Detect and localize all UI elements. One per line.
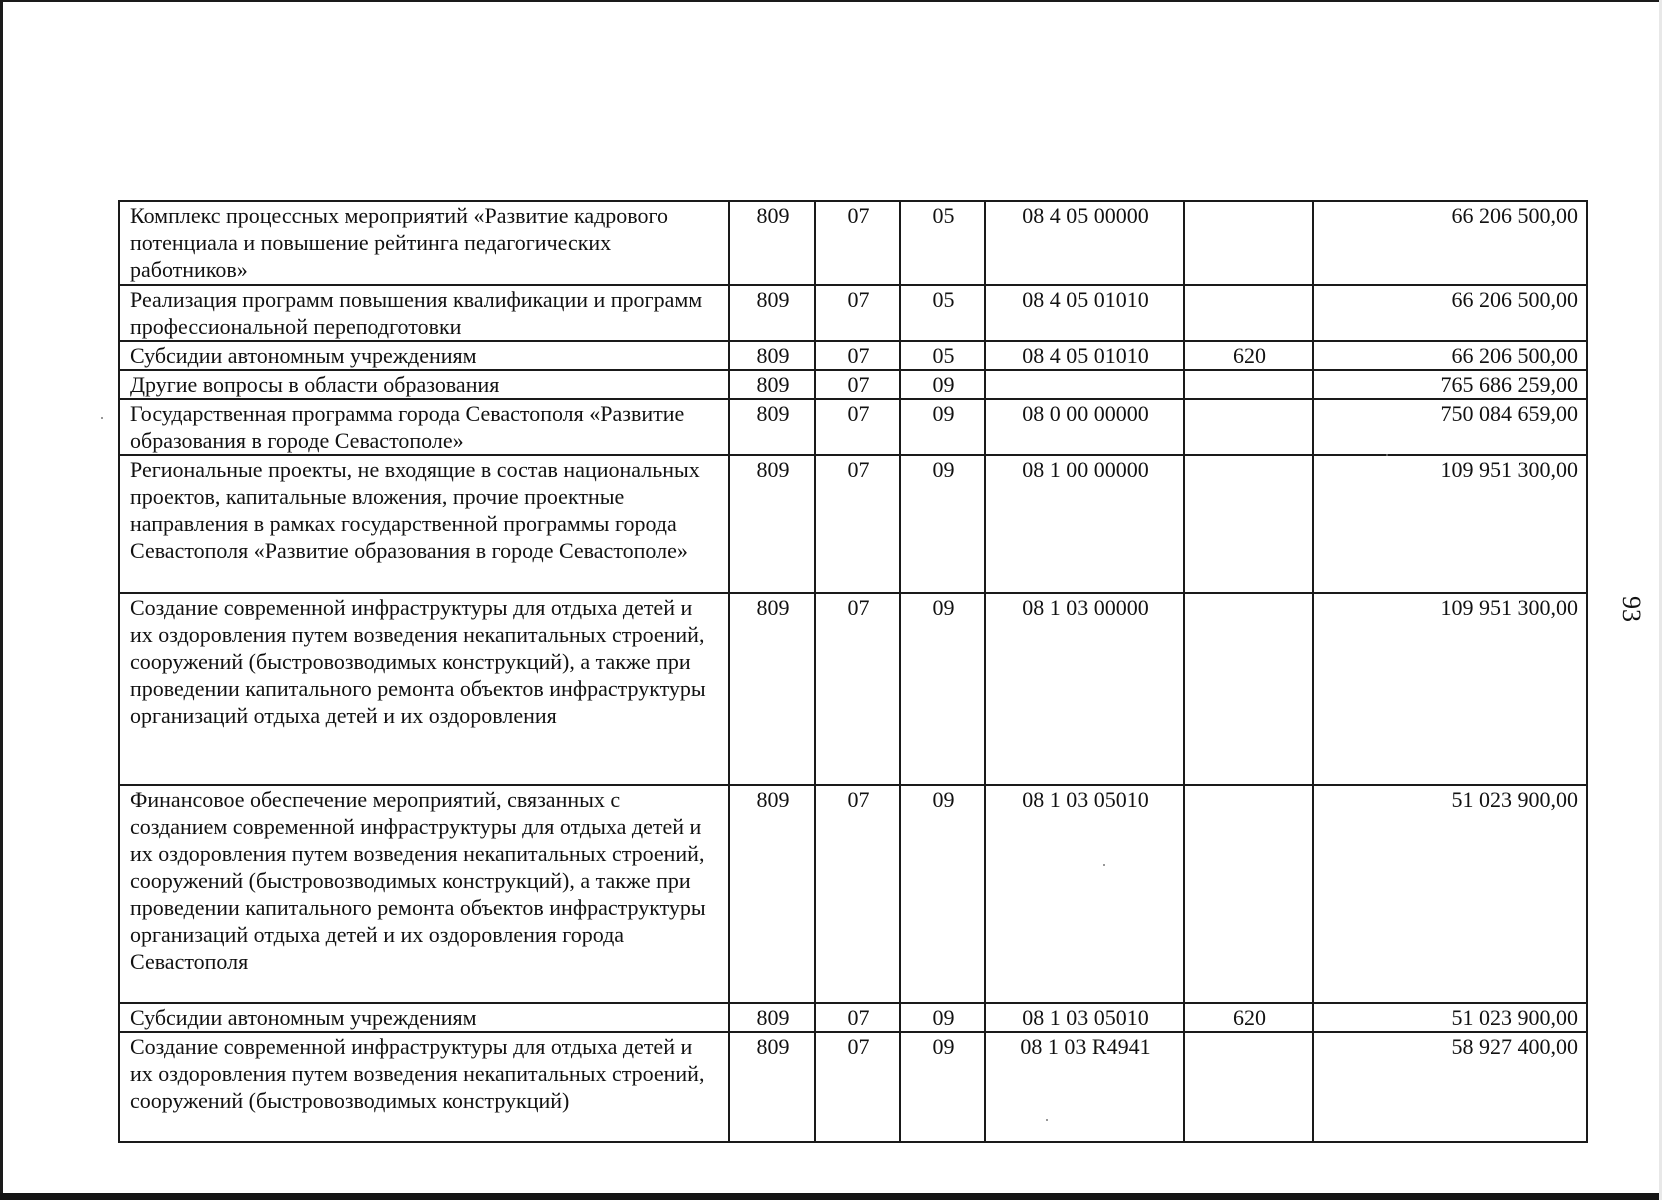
row-section-code: 07: [815, 1003, 900, 1032]
row-ved-code: 809: [729, 399, 815, 455]
row-subsection-code: 05: [900, 285, 985, 341]
row-name: Государственная программа города Севастополя «Развитие образования в городе Севастополе»: [119, 399, 729, 455]
row-target-article: 08 1 03 05010: [985, 1003, 1184, 1032]
row-amount: 66 206 500,00: [1313, 201, 1587, 285]
row-name: Создание современной инфраструктуры для отдыха детей и их оздоровления путем возведения некапитальных строений, сооружений (быстровозводимых конструкций), а также при проведении капитального ремонта объектов инфраструктуры организаций отдыха детей и их оздоровления: [119, 593, 729, 785]
row-target-article: 08 4 05 01010: [985, 285, 1184, 341]
row-section-code: 07: [815, 785, 900, 1003]
row-target-article: [985, 370, 1184, 399]
row-target-article: 08 1 00 00000: [985, 455, 1184, 593]
table-row: [119, 341, 1587, 370]
row-section-code: 07: [815, 201, 900, 285]
row-subsection-code: 05: [900, 201, 985, 285]
row-subsection-code: 09: [900, 455, 985, 593]
row-section-code: 07: [815, 370, 900, 399]
row-subsection-code: 09: [900, 785, 985, 1003]
scan-border-top: [0, 0, 1662, 2]
table-row: [119, 785, 1587, 1003]
scan-speck: [1046, 1119, 1048, 1121]
row-section-code: 07: [815, 399, 900, 455]
row-ved-code: 809: [729, 201, 815, 285]
row-target-article: 08 1 03 05010: [985, 785, 1184, 1003]
row-ved-code: 809: [729, 341, 815, 370]
row-section-code: 07: [815, 455, 900, 593]
table-row: [119, 1032, 1587, 1142]
row-amount: 58 927 400,00: [1313, 1032, 1587, 1142]
row-expense-type: [1184, 785, 1313, 1003]
row-ved-code: 809: [729, 285, 815, 341]
row-target-article: 08 4 05 01010: [985, 341, 1184, 370]
row-name: Реализация программ повышения квалификации и программ профессиональной переподготовки: [119, 285, 729, 341]
row-expense-type: 620: [1184, 341, 1313, 370]
row-amount: 765 686 259,00: [1313, 370, 1587, 399]
row-subsection-code: 05: [900, 341, 985, 370]
budget-table: [118, 200, 1588, 1143]
row-target-article: 08 1 03 R4941: [985, 1032, 1184, 1142]
row-amount: 51 023 900,00: [1313, 1003, 1587, 1032]
table-row: [119, 1003, 1587, 1032]
row-amount: 109 951 300,00: [1313, 593, 1587, 785]
row-subsection-code: 09: [900, 1032, 985, 1142]
row-expense-type: 620: [1184, 1003, 1313, 1032]
row-expense-type: [1184, 593, 1313, 785]
row-name: Региональные проекты, не входящие в состав национальных проектов, капитальные вложения, прочие проектные направления в рамках государственной программы города Севастополя «Развитие образования в городе Севастополе»: [119, 455, 729, 593]
scan-border-bottom: [0, 1193, 1662, 1200]
row-subsection-code: 09: [900, 370, 985, 399]
row-section-code: 07: [815, 593, 900, 785]
row-name: Финансовое обеспечение мероприятий, связанных с созданием современной инфраструктуры для отдыха детей и их оздоровления путем возведения некапитальных строений, сооружений (быстровозводимых конструкций), а также при проведении капитального ремонта объектов инфраструктуры организаций отдыха детей и их оздоровления города Севастополя: [119, 785, 729, 1003]
row-expense-type: [1184, 370, 1313, 399]
row-amount: 66 206 500,00: [1313, 285, 1587, 341]
page-number: 93: [1617, 596, 1646, 622]
row-name: Другие вопросы в области образования: [119, 370, 729, 399]
row-ved-code: 809: [729, 593, 815, 785]
row-target-article: 08 0 00 00000: [985, 399, 1184, 455]
row-target-article: 08 4 05 00000: [985, 201, 1184, 285]
row-expense-type: [1184, 285, 1313, 341]
row-name: Комплекс процессных мероприятий «Развитие кадрового потенциала и повышение рейтинга педагогических работников»: [119, 201, 729, 285]
row-expense-type: [1184, 399, 1313, 455]
row-name: Создание современной инфраструктуры для отдыха детей и их оздоровления путем возведения некапитальных строений, сооружений (быстровозводимых конструкций): [119, 1032, 729, 1142]
table-row: [119, 455, 1587, 593]
row-name: Субсидии автономным учреждениям: [119, 1003, 729, 1032]
table-row: [119, 285, 1587, 341]
scan-speck: [1103, 864, 1105, 866]
table-row: [119, 593, 1587, 785]
row-subsection-code: 09: [900, 399, 985, 455]
table-row: [119, 201, 1587, 285]
row-amount: 66 206 500,00: [1313, 341, 1587, 370]
row-ved-code: 809: [729, 785, 815, 1003]
row-target-article: 08 1 03 00000: [985, 593, 1184, 785]
row-amount: 750 084 659,00: [1313, 399, 1587, 455]
table-row: [119, 370, 1587, 399]
row-subsection-code: 09: [900, 1003, 985, 1032]
scan-speck: [1386, 454, 1388, 456]
row-ved-code: 809: [729, 455, 815, 593]
row-ved-code: 809: [729, 1003, 815, 1032]
row-name: Субсидии автономным учреждениям: [119, 341, 729, 370]
row-section-code: 07: [815, 285, 900, 341]
row-expense-type: [1184, 1032, 1313, 1142]
row-section-code: 07: [815, 341, 900, 370]
row-amount: 51 023 900,00: [1313, 785, 1587, 1003]
row-section-code: 07: [815, 1032, 900, 1142]
row-ved-code: 809: [729, 370, 815, 399]
table-row: [119, 399, 1587, 455]
scan-speck: [101, 417, 103, 419]
row-subsection-code: 09: [900, 593, 985, 785]
row-expense-type: [1184, 201, 1313, 285]
row-ved-code: 809: [729, 1032, 815, 1142]
scan-border-left: [0, 0, 3, 1195]
row-expense-type: [1184, 455, 1313, 593]
row-amount: 109 951 300,00: [1313, 455, 1587, 593]
